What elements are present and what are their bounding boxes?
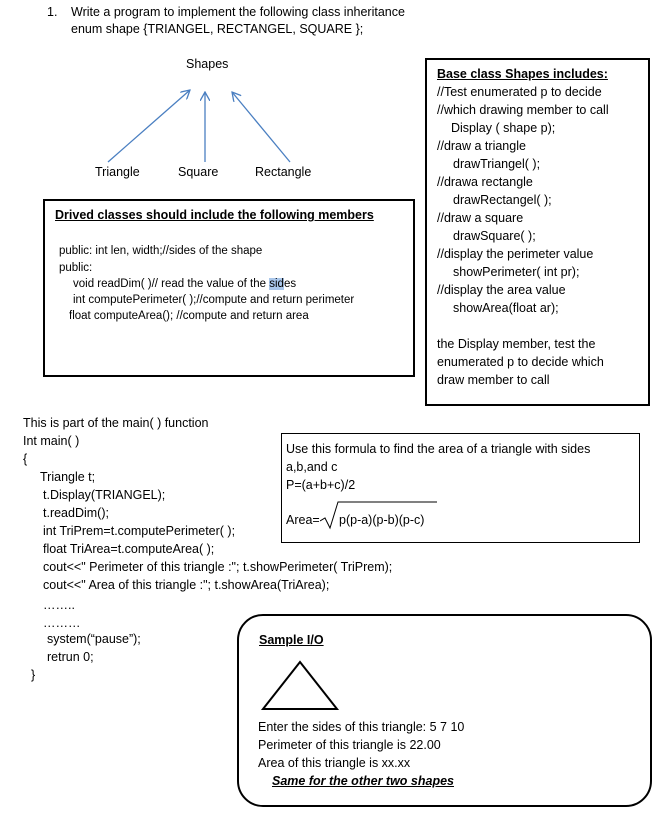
inheritance-arrows	[90, 78, 320, 178]
diagram-base-label: Shapes	[186, 57, 229, 71]
derived-line-5: float computeArea(); //compute and return area	[69, 310, 309, 322]
base-footer-2: enumerated p to decide which	[437, 355, 604, 369]
code-line-14: }	[31, 668, 36, 682]
formula-line-1: Use this formula to find the area of a triangle with sides	[286, 442, 591, 456]
code-line-11: ………	[43, 616, 81, 630]
code-line-13: retrun 0;	[47, 650, 94, 664]
formula-line-3: P=(a+b+c)/2	[286, 478, 356, 492]
question-number: 1.	[47, 5, 58, 19]
arrow-triangle	[108, 90, 190, 162]
base-line-12: //display the area value	[437, 283, 566, 297]
code-line-10: ……..	[43, 598, 75, 612]
code-line-4: t.Display(TRIANGEL);	[43, 488, 166, 502]
derived-classes-box	[43, 199, 415, 377]
base-class-box	[425, 58, 650, 406]
sample-footer: Same for the other two shapes	[272, 774, 454, 788]
base-line-9: drawSquare( );	[453, 229, 536, 243]
base-line-2: //which drawing member to call	[437, 103, 609, 117]
base-box-title: Base class Shapes includes:	[437, 67, 608, 81]
base-footer-3: draw member to call	[437, 373, 550, 387]
base-line-10: //display the perimeter value	[437, 247, 594, 261]
base-line-3: Display ( shape p);	[451, 121, 556, 135]
code-line-3: Triangle t;	[40, 470, 96, 484]
question-line-2: enum shape {TRIANGEL, RECTANGEL, SQUARE };	[71, 22, 364, 36]
question-line-1: Write a program to implement the following class inheritance	[71, 5, 405, 19]
base-line-8: //draw a square	[437, 211, 524, 225]
code-line-12: system(“pause”);	[47, 632, 141, 646]
triangle-shape	[260, 660, 340, 712]
code-line-9: cout<<" Area of this triangle :"; t.showArea(TriArea);	[43, 578, 330, 592]
code-line-6: int TriPrem=t.computePerimeter( );	[43, 524, 236, 538]
diagram-child-square: Square	[178, 165, 219, 179]
main-intro: This is part of the main( ) function	[23, 416, 209, 430]
derived-line-4: int computePerimeter( );//compute and return perimeter	[73, 294, 355, 306]
sample-line-1: Enter the sides of this triangle: 5 7 10	[258, 720, 465, 734]
diagram-child-rectangle: Rectangle	[255, 165, 312, 179]
sample-line-3: Area of this triangle is xx.xx	[258, 756, 411, 770]
derived-box-title: Drived classes should include the following members	[55, 208, 374, 222]
sample-io-title: Sample I/O	[259, 633, 324, 647]
derived-line-3: void readDim( )// read the value of the sides	[73, 278, 297, 290]
code-line-7: float TriArea=t.computeArea( );	[43, 542, 215, 556]
code-line-8: cout<<" Perimeter of this triangle :"; t.showPerimeter( TriPrem);	[43, 560, 393, 574]
formula-line-2: a,b,and c	[286, 460, 338, 474]
text-cursor-highlight: sid	[269, 278, 284, 290]
base-line-13: showArea(float ar);	[453, 301, 559, 315]
base-line-4: //draw a triangle	[437, 139, 526, 153]
base-line-5: drawTriangel( );	[453, 157, 541, 171]
base-line-1: //Test enumerated p to decide	[437, 85, 602, 99]
sample-line-2: Perimeter of this triangle is 22.00	[258, 738, 441, 752]
derived-line-1: public: int len, width;//sides of the shape	[59, 245, 263, 257]
formula-area-label: Area=	[286, 513, 320, 527]
base-line-11: showPerimeter( int pr);	[453, 265, 580, 279]
formula-area-expression: p(p-a)(p-b)(p-c)	[339, 513, 425, 527]
code-line-1: Int main( )	[23, 434, 80, 448]
diagram-child-triangle: Triangle	[95, 165, 140, 179]
code-line-5: t.readDim();	[43, 506, 109, 520]
sample-io-box	[237, 614, 652, 807]
base-line-6: //drawa rectangle	[437, 175, 533, 189]
arrow-rectangle	[232, 92, 290, 162]
code-line-2: {	[23, 452, 28, 466]
formula-box	[281, 433, 640, 543]
base-line-7: drawRectangel( );	[453, 193, 552, 207]
derived-line-2: public:	[59, 262, 93, 274]
base-footer-1: the Display member, test the	[437, 337, 596, 351]
